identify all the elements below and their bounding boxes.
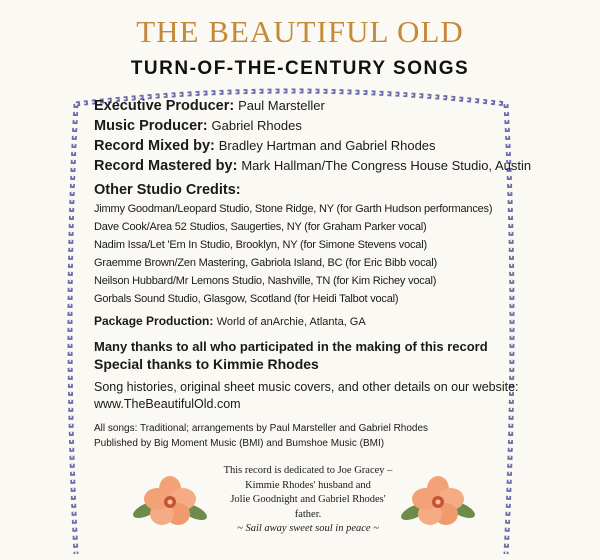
hibiscus-flower-icon bbox=[130, 472, 210, 537]
thanks-line: Many thanks to all who participated in the making of this record bbox=[94, 339, 488, 354]
mixed-by-label: Record Mixed by: bbox=[94, 138, 215, 154]
hibiscus-flower-icon bbox=[398, 472, 478, 537]
other-credit-line: Nadim Issa/Let 'Em In Studio, Brooklyn, NY (for Simone Stevens vocal) bbox=[94, 239, 427, 251]
other-credit-line: Gorbals Sound Studio, Glasgow, Scotland (for Heidi Talbot vocal) bbox=[94, 293, 399, 305]
dedication-farewell: ~ Sail away sweet soul in peace ~ bbox=[237, 523, 379, 534]
other-credit-line: Graemme Brown/Zen Mastering, Gabriola Island, BC (for Eric Bibb vocal) bbox=[94, 257, 438, 269]
mixed-by-row bbox=[94, 136, 504, 156]
songs-note: All songs: Traditional; arrangements by Paul Marsteller and Gabriel Rhodes bbox=[94, 423, 429, 434]
executive-producer-value: Paul Marsteller bbox=[238, 98, 325, 113]
publisher-note: Published by Big Moment Music (BMI) and Bumshoe Music (BMI) bbox=[94, 438, 385, 449]
package-production-label: Package Production: bbox=[94, 314, 214, 328]
dedication-block bbox=[218, 464, 398, 537]
music-producer-row bbox=[94, 116, 504, 136]
dedication-line: Kimmie Rhodes' husband and bbox=[245, 479, 371, 491]
executive-producer-row bbox=[94, 96, 504, 116]
special-thanks-line: Special thanks to Kimmie Rhodes bbox=[94, 356, 319, 372]
package-production-row bbox=[94, 314, 504, 328]
dedication-line: Jolie Goodnight and Gabriel Rhodes' father. bbox=[230, 494, 386, 520]
package-production-value: World of anArchie, Atlanta, GA bbox=[216, 316, 366, 328]
other-credit-line: Jimmy Goodman/Leopard Studio, Stone Ridge, NY (for Garth Hudson performances) bbox=[94, 203, 493, 215]
music-producer-value: Gabriel Rhodes bbox=[211, 118, 302, 133]
website-url: www.TheBeautifulOld.com bbox=[94, 397, 241, 411]
executive-producer-label: Executive Producer: bbox=[94, 98, 235, 114]
page-title: THE BEAUTIFUL OLD bbox=[136, 14, 464, 49]
website-description: Song histories, original sheet music covers, and other details on our website: bbox=[94, 380, 519, 394]
page-subtitle: TURN-OF-THE-CENTURY SONGS bbox=[130, 58, 470, 79]
mastered-by-row bbox=[94, 156, 532, 176]
dedication-line: This record is dedicated to Joe Gracey – bbox=[223, 465, 393, 476]
mastered-by-value: Mark Hallman/The Congress House Studio, Austin bbox=[241, 158, 532, 173]
other-credits-heading: Other Studio Credits: bbox=[94, 182, 241, 198]
mixed-by-value: Bradley Hartman and Gabriel Rhodes bbox=[218, 138, 436, 153]
credits-block bbox=[94, 96, 532, 451]
other-credits-heading-row bbox=[94, 180, 504, 200]
music-producer-label: Music Producer: bbox=[94, 118, 208, 134]
mastered-by-label: Record Mastered by: bbox=[94, 158, 238, 174]
other-credit-line: Dave Cook/Area 52 Studios, Saugerties, NY (for Graham Parker vocal) bbox=[94, 221, 427, 233]
other-credit-line: Neilson Hubbard/Mr Lemons Studio, Nashville, TN (for Kim Richey vocal) bbox=[94, 275, 437, 287]
